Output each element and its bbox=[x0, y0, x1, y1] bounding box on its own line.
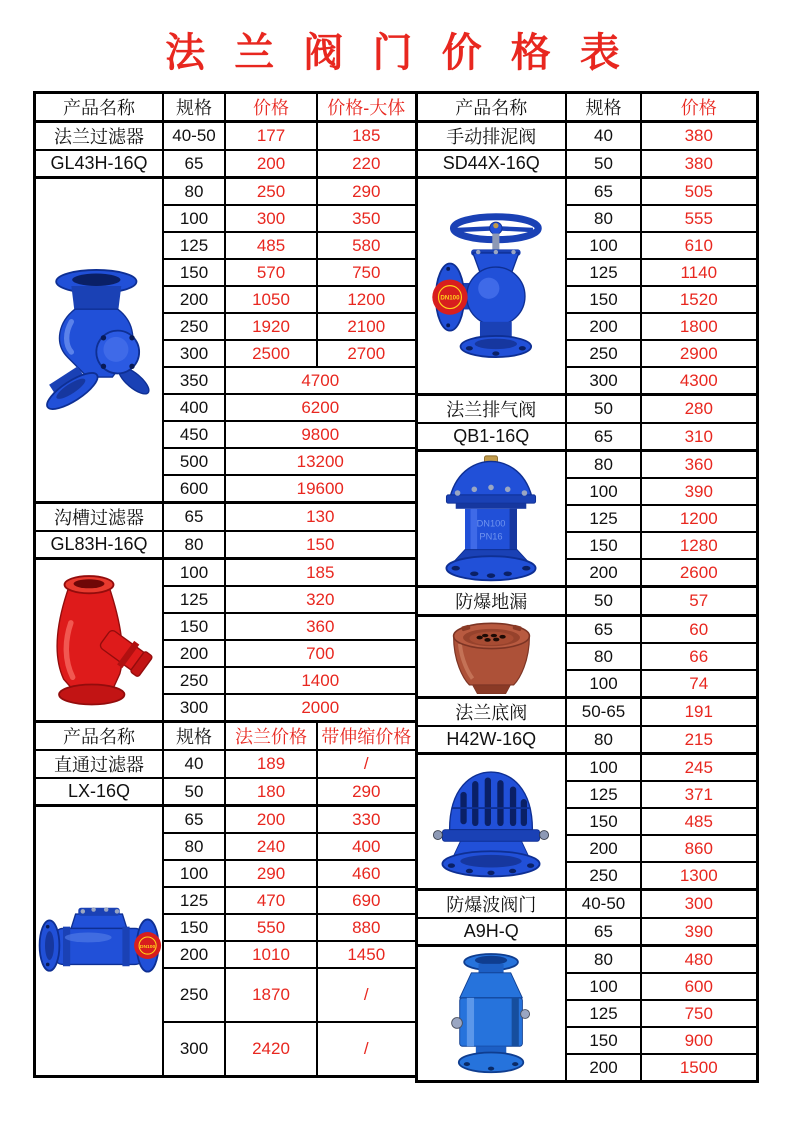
product-name-cell: LX-16Q bbox=[35, 778, 164, 806]
spec-cell: 100 bbox=[566, 232, 641, 259]
spec-cell: 150 bbox=[566, 808, 641, 835]
check-valve-image bbox=[35, 806, 164, 1077]
table-row bbox=[35, 722, 417, 751]
price-cell: 505 bbox=[641, 178, 757, 206]
spec-cell: 125 bbox=[163, 887, 225, 914]
table-row bbox=[35, 122, 417, 151]
spec-cell: 350 bbox=[163, 367, 225, 394]
spec-cell: 65 bbox=[566, 178, 641, 206]
spec-cell: 100 bbox=[163, 559, 225, 587]
spec-cell: 250 bbox=[566, 340, 641, 367]
price-cell: 700 bbox=[225, 640, 416, 667]
price-cell: 690 bbox=[317, 887, 416, 914]
product-name-cell: 防爆地漏 bbox=[416, 587, 566, 616]
price-cell: 600 bbox=[641, 973, 757, 1000]
product-name-cell: QB1-16Q bbox=[416, 423, 566, 451]
spec-cell: 125 bbox=[566, 505, 641, 532]
spec-cell: 50 bbox=[566, 150, 641, 178]
column-header: 产品名称 bbox=[35, 722, 164, 751]
foot-valve-illustration bbox=[428, 761, 554, 883]
table-row bbox=[416, 122, 757, 151]
spec-cell: 40 bbox=[163, 750, 225, 778]
left-price-table bbox=[33, 91, 418, 1078]
price-cell: 610 bbox=[641, 232, 757, 259]
price-cell: 250 bbox=[225, 178, 317, 206]
price-cell: 460 bbox=[317, 860, 416, 887]
column-header: 规格 bbox=[163, 722, 225, 751]
spec-cell: 40-50 bbox=[163, 122, 225, 151]
price-cell: 550 bbox=[225, 914, 317, 941]
exhaust-valve-illustration bbox=[440, 951, 543, 1077]
spec-cell: 125 bbox=[566, 781, 641, 808]
table-row bbox=[416, 150, 757, 178]
y-strainer-illustration bbox=[41, 266, 157, 414]
product-name-cell: 法兰过滤器 bbox=[35, 122, 164, 151]
column-header: 价格 bbox=[641, 93, 757, 122]
product-name-cell: 直通过滤器 bbox=[35, 750, 164, 778]
check-valve-illustration bbox=[36, 894, 162, 989]
price-cell: 555 bbox=[641, 205, 757, 232]
price-cell: 1200 bbox=[317, 286, 416, 313]
table-row bbox=[416, 890, 757, 919]
price-cell: 4700 bbox=[225, 367, 416, 394]
column-header: 价格-大体 bbox=[317, 93, 416, 122]
spec-cell: 150 bbox=[163, 613, 225, 640]
price-cell: 177 bbox=[225, 122, 317, 151]
air-valve-image bbox=[416, 451, 566, 587]
table-row bbox=[416, 918, 757, 946]
spec-cell: 80 bbox=[163, 833, 225, 860]
table-row bbox=[416, 616, 757, 644]
price-cell: / bbox=[317, 750, 416, 778]
column-header: 价格 bbox=[225, 93, 317, 122]
table-row bbox=[35, 778, 417, 806]
price-cell: 480 bbox=[641, 946, 757, 974]
price-cell: 310 bbox=[641, 423, 757, 451]
y-strainer-image bbox=[35, 178, 164, 503]
price-cell: 6200 bbox=[225, 394, 416, 421]
price-cell: 2000 bbox=[225, 694, 416, 722]
price-cell: 350 bbox=[317, 205, 416, 232]
price-cell: 66 bbox=[641, 643, 757, 670]
price-cell: 200 bbox=[225, 150, 317, 178]
angle-valve-image bbox=[416, 178, 566, 395]
price-cell: 580 bbox=[317, 232, 416, 259]
spec-cell: 40-50 bbox=[566, 890, 641, 919]
spec-cell: 300 bbox=[163, 694, 225, 722]
price-cell: 470 bbox=[225, 887, 317, 914]
price-cell: 180 bbox=[225, 778, 317, 806]
spec-cell: 80 bbox=[566, 205, 641, 232]
page-title: 法 兰 阀 门 价 格 表 bbox=[165, 31, 629, 75]
angle-valve-illustration bbox=[427, 207, 555, 366]
price-cell: 220 bbox=[317, 150, 416, 178]
price-cell: 189 bbox=[225, 750, 317, 778]
table-row bbox=[416, 178, 757, 206]
table-row bbox=[416, 395, 757, 424]
svg-text:DN100: DN100 bbox=[139, 944, 156, 950]
price-cell: 191 bbox=[641, 698, 757, 727]
table-row bbox=[35, 178, 417, 206]
spec-cell: 40 bbox=[566, 122, 641, 151]
spec-cell: 200 bbox=[566, 559, 641, 587]
table-row bbox=[416, 587, 757, 616]
spec-cell: 80 bbox=[163, 178, 225, 206]
spec-cell: 125 bbox=[566, 1000, 641, 1027]
price-cell: 1400 bbox=[225, 667, 416, 694]
price-cell: 60 bbox=[641, 616, 757, 644]
column-header: 规格 bbox=[566, 93, 641, 122]
price-cell: 1500 bbox=[641, 1054, 757, 1082]
spec-cell: 100 bbox=[566, 478, 641, 505]
column-header: 带伸缩价格 bbox=[317, 722, 416, 751]
table-row bbox=[416, 93, 757, 122]
right-table-body bbox=[416, 93, 757, 1082]
spec-cell: 80 bbox=[566, 946, 641, 974]
spec-cell: 80 bbox=[566, 451, 641, 479]
price-cell: 1450 bbox=[317, 941, 416, 968]
price-cell: 2700 bbox=[317, 340, 416, 367]
table-row bbox=[416, 726, 757, 754]
spec-cell: 100 bbox=[163, 860, 225, 887]
price-cell: 485 bbox=[641, 808, 757, 835]
price-cell: 1050 bbox=[225, 286, 317, 313]
product-name-cell: 沟槽过滤器 bbox=[35, 503, 164, 532]
spec-cell: 65 bbox=[566, 423, 641, 451]
spec-cell: 250 bbox=[163, 313, 225, 340]
price-cell: 290 bbox=[225, 860, 317, 887]
spec-cell: 150 bbox=[566, 1027, 641, 1054]
product-name-cell: GL83H-16Q bbox=[35, 531, 164, 559]
price-cell: 2500 bbox=[225, 340, 317, 367]
price-cell: 1870 bbox=[225, 968, 317, 1022]
column-header: 产品名称 bbox=[416, 93, 566, 122]
price-cell: 330 bbox=[317, 806, 416, 834]
spec-cell: 80 bbox=[163, 531, 225, 559]
spec-cell: 50 bbox=[163, 778, 225, 806]
exhaust-valve-image bbox=[416, 946, 566, 1082]
price-cell: 1140 bbox=[641, 259, 757, 286]
price-cell: 400 bbox=[317, 833, 416, 860]
svg-text:DN100: DN100 bbox=[440, 294, 460, 302]
spec-cell: 300 bbox=[566, 367, 641, 395]
spec-cell: 250 bbox=[163, 667, 225, 694]
price-cell: 300 bbox=[641, 890, 757, 919]
price-cell: 245 bbox=[641, 754, 757, 782]
table-row bbox=[416, 423, 757, 451]
spec-cell: 150 bbox=[566, 532, 641, 559]
floor-drain-image bbox=[416, 616, 566, 698]
price-cell: 215 bbox=[641, 726, 757, 754]
price-cell: 19600 bbox=[225, 475, 416, 503]
price-cell: 290 bbox=[317, 178, 416, 206]
spec-cell: 100 bbox=[566, 754, 641, 782]
product-name-cell: 手动排泥阀 bbox=[416, 122, 566, 151]
spec-cell: 80 bbox=[566, 726, 641, 754]
red-strainer-image bbox=[35, 559, 164, 722]
spec-cell: 65 bbox=[163, 806, 225, 834]
price-cell: 74 bbox=[641, 670, 757, 698]
price-cell: / bbox=[317, 1022, 416, 1077]
table-row bbox=[416, 946, 757, 974]
spec-cell: 50 bbox=[566, 587, 641, 616]
price-cell: 290 bbox=[317, 778, 416, 806]
price-cell: 380 bbox=[641, 150, 757, 178]
svg-text:PN16: PN16 bbox=[479, 530, 503, 541]
table-row bbox=[35, 806, 417, 834]
spec-cell: 200 bbox=[163, 640, 225, 667]
product-name-cell: H42W-16Q bbox=[416, 726, 566, 754]
spec-cell: 200 bbox=[163, 941, 225, 968]
spec-cell: 100 bbox=[163, 205, 225, 232]
spec-cell: 200 bbox=[566, 1054, 641, 1082]
spec-cell: 150 bbox=[163, 914, 225, 941]
price-cell: 485 bbox=[225, 232, 317, 259]
spec-cell: 400 bbox=[163, 394, 225, 421]
price-cell: 1010 bbox=[225, 941, 317, 968]
product-name-cell: SD44X-16Q bbox=[416, 150, 566, 178]
right-price-table bbox=[415, 91, 759, 1083]
spec-cell: 65 bbox=[163, 503, 225, 532]
price-cell: 240 bbox=[225, 833, 317, 860]
price-cell: 2100 bbox=[317, 313, 416, 340]
product-name-cell: A9H-Q bbox=[416, 918, 566, 946]
spec-cell: 100 bbox=[566, 670, 641, 698]
product-name-cell: 法兰底阀 bbox=[416, 698, 566, 727]
table-row bbox=[416, 698, 757, 727]
spec-cell: 150 bbox=[163, 259, 225, 286]
spec-cell: 80 bbox=[566, 643, 641, 670]
table-row bbox=[35, 750, 417, 778]
foot-valve-image bbox=[416, 754, 566, 890]
price-cell: 371 bbox=[641, 781, 757, 808]
price-cell: 13200 bbox=[225, 448, 416, 475]
air-valve-illustration bbox=[435, 454, 547, 584]
price-cell: 750 bbox=[317, 259, 416, 286]
price-cell: / bbox=[317, 968, 416, 1022]
spec-cell: 300 bbox=[163, 340, 225, 367]
spec-cell: 200 bbox=[163, 286, 225, 313]
spec-cell: 200 bbox=[566, 835, 641, 862]
spec-cell: 125 bbox=[163, 586, 225, 613]
product-name-cell: 防爆波阀门 bbox=[416, 890, 566, 919]
price-cell: 900 bbox=[641, 1027, 757, 1054]
svg-text:DN100: DN100 bbox=[476, 517, 506, 528]
price-cell: 185 bbox=[225, 559, 416, 587]
spec-cell: 300 bbox=[163, 1022, 225, 1077]
price-cell: 300 bbox=[225, 205, 317, 232]
table-row bbox=[35, 150, 417, 178]
price-cell: 320 bbox=[225, 586, 416, 613]
table-row bbox=[35, 503, 417, 532]
price-cell: 2600 bbox=[641, 559, 757, 587]
spec-cell: 125 bbox=[163, 232, 225, 259]
price-cell: 750 bbox=[641, 1000, 757, 1027]
table-row bbox=[35, 559, 417, 587]
red-strainer-illustration bbox=[40, 570, 158, 711]
table-row bbox=[35, 531, 417, 559]
price-cell: 9800 bbox=[225, 421, 416, 448]
product-name-cell: GL43H-16Q bbox=[35, 150, 164, 178]
price-cell: 1920 bbox=[225, 313, 317, 340]
spec-cell: 50-65 bbox=[566, 698, 641, 727]
table-row bbox=[416, 451, 757, 479]
spec-cell: 500 bbox=[163, 448, 225, 475]
price-cell: 200 bbox=[225, 806, 317, 834]
spec-cell: 65 bbox=[163, 150, 225, 178]
spec-cell: 65 bbox=[566, 918, 641, 946]
price-tables bbox=[33, 91, 794, 1083]
price-cell: 1280 bbox=[641, 532, 757, 559]
price-cell: 390 bbox=[641, 918, 757, 946]
price-cell: 1300 bbox=[641, 862, 757, 890]
price-cell: 390 bbox=[641, 478, 757, 505]
spec-cell: 50 bbox=[566, 395, 641, 424]
spec-cell: 250 bbox=[566, 862, 641, 890]
table-row bbox=[416, 754, 757, 782]
price-cell: 57 bbox=[641, 587, 757, 616]
price-cell: 130 bbox=[225, 503, 416, 532]
spec-cell: 100 bbox=[566, 973, 641, 1000]
column-header: 法兰价格 bbox=[225, 722, 317, 751]
spec-cell: 125 bbox=[566, 259, 641, 286]
price-cell: 860 bbox=[641, 835, 757, 862]
table-row bbox=[35, 93, 417, 122]
price-cell: 280 bbox=[641, 395, 757, 424]
price-cell: 360 bbox=[641, 451, 757, 479]
price-cell: 570 bbox=[225, 259, 317, 286]
spec-cell: 200 bbox=[566, 313, 641, 340]
price-cell: 4300 bbox=[641, 367, 757, 395]
price-cell: 1520 bbox=[641, 286, 757, 313]
spec-cell: 450 bbox=[163, 421, 225, 448]
spec-cell: 150 bbox=[566, 286, 641, 313]
column-header: 产品名称 bbox=[35, 93, 164, 122]
price-cell: 2420 bbox=[225, 1022, 317, 1077]
price-cell: 2900 bbox=[641, 340, 757, 367]
price-cell: 1800 bbox=[641, 313, 757, 340]
left-table-body bbox=[35, 93, 417, 1077]
price-cell: 880 bbox=[317, 914, 416, 941]
price-cell: 150 bbox=[225, 531, 416, 559]
floor-drain-illustration bbox=[444, 617, 539, 696]
price-cell: 360 bbox=[225, 613, 416, 640]
spec-cell: 250 bbox=[163, 968, 225, 1022]
spec-cell: 65 bbox=[566, 616, 641, 644]
price-cell: 1200 bbox=[641, 505, 757, 532]
spec-cell: 600 bbox=[163, 475, 225, 503]
price-cell: 380 bbox=[641, 122, 757, 151]
column-header: 规格 bbox=[163, 93, 225, 122]
price-cell: 185 bbox=[317, 122, 416, 151]
product-name-cell: 法兰排气阀 bbox=[416, 395, 566, 424]
